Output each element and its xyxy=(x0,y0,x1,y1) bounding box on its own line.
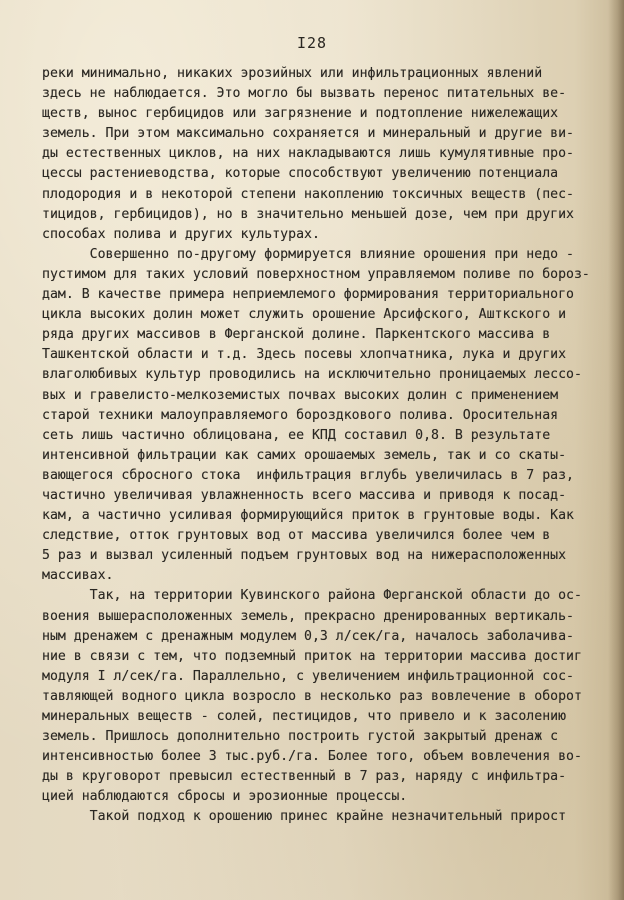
text-line: ряда других массивов в Ферганской долине. Паркентского массива в xyxy=(42,327,551,343)
text-line: земель. Пришлось дополнительно построить густой закрытый дренаж с xyxy=(42,729,559,745)
text-line: 5 раз и вызвал усиленный подъем грунтовых вод на нижерасположенных xyxy=(42,548,567,564)
text-line: цией наблюдаются сбросы и эрозионные процессы. xyxy=(42,789,408,805)
text-line: ным дренажем с дренажным модулем 0,3 л/сек/га, началось заболачива- xyxy=(42,628,574,644)
text-line: кам, а частично усиливая формирующийся приток в грунтовые воды. Как xyxy=(42,508,574,524)
text-line: реки минимально, никаких эрозийных или инфильтрационных явлений xyxy=(42,66,543,81)
text-line: здесь не наблюдается. Это могло бы вызвать перенос питательных ве- xyxy=(42,86,567,102)
text-line: интенсивностью более 3 тыс.руб./га. Более того, объем вовлечения во- xyxy=(42,749,582,765)
text-line: ды в круговорот превысил естественный в 7 раз, наряду с инфильтра- xyxy=(42,769,567,785)
text-line: Ташкентской области и т.д. Здесь посевы хлопчатника, лука и других xyxy=(42,347,567,363)
text-line: массивах. xyxy=(42,568,114,584)
text-line: воения вышерасположенных земель, прекрасно дренированных вертикаль- xyxy=(42,608,574,624)
page-edge-shadow xyxy=(608,0,624,900)
text-line: ществ, вынос гербицидов или загрязнение и подтопление нижележащих xyxy=(42,106,559,122)
text-line: ды естественных циклов, на них накладываются лишь кумулятивные про- xyxy=(42,146,574,162)
page-number: I28 xyxy=(296,34,328,52)
text-line: цессы растениеводства, которые способствуют увеличению потенциала xyxy=(42,166,559,182)
text-line: тицидов, гербицидов), но в значительно меньшей дозе, чем при других xyxy=(42,206,574,222)
text-line: дам. В качестве примера неприемлемого формирования территориального xyxy=(42,287,574,303)
text-line: тавляющей водного цикла возросло в несколько раз вовлечение в оборот xyxy=(42,688,582,704)
text-line: Совершенно по-другому формируется влияние орошения при недо - xyxy=(42,246,574,262)
text-line: частично увеличивая увлажненность всего массива и приводя к посад- xyxy=(42,487,567,503)
text-line: следствие, отток грунтовых вод от массива увеличился более чем в xyxy=(42,528,551,544)
text-line: сеть лишь частично облицована, ее КПД составил 0,8. В результате xyxy=(42,427,551,443)
text-line: земель. При этом максимально сохраняется и минеральный и другие ви- xyxy=(42,126,574,142)
text-line: вых и гравелисто-мелкоземистых почвах высоких долин с применением xyxy=(42,387,559,403)
text-line: ние в связи с тем, что подземный приток на территории массива достиг xyxy=(42,648,582,664)
body-text xyxy=(42,64,592,828)
text-line: вающегося сбросного стока инфильтрация вглубь увеличилась в 7 раз, xyxy=(42,467,574,483)
text-line: способах полива и других культурах. xyxy=(42,226,320,242)
text-line: интенсивной фильтрации как самих орошаемых земель, так и со скаты- xyxy=(42,447,567,463)
text-line: модуля I л/сек/га. Параллельно, с увеличением инфильтрационной сос- xyxy=(42,668,574,684)
text-line: Так, на территории Кувинского района Ферганской области до ос- xyxy=(42,588,582,604)
text-line: минеральных веществ - солей, пестицидов, что привело и к засолению xyxy=(42,709,567,724)
text-line: Такой подход к орошению принес крайне незначительный прирост xyxy=(42,809,567,825)
text-line: плодородия и в некоторой степени накоплению токсичных веществ (пес- xyxy=(42,186,574,202)
text-line: цикла высоких долин может служить орошение Арсифского, Ашткского и xyxy=(42,307,567,323)
text-line: пустимом для таких условий поверхностном управляемом поливе по бороз- xyxy=(42,266,590,282)
text-line: влаголюбивых культур проводились на исключительно проницаемых лессо- xyxy=(42,367,582,383)
text-line: старой техники малоуправляемого бороздкового полива. Оросительная xyxy=(42,407,559,423)
